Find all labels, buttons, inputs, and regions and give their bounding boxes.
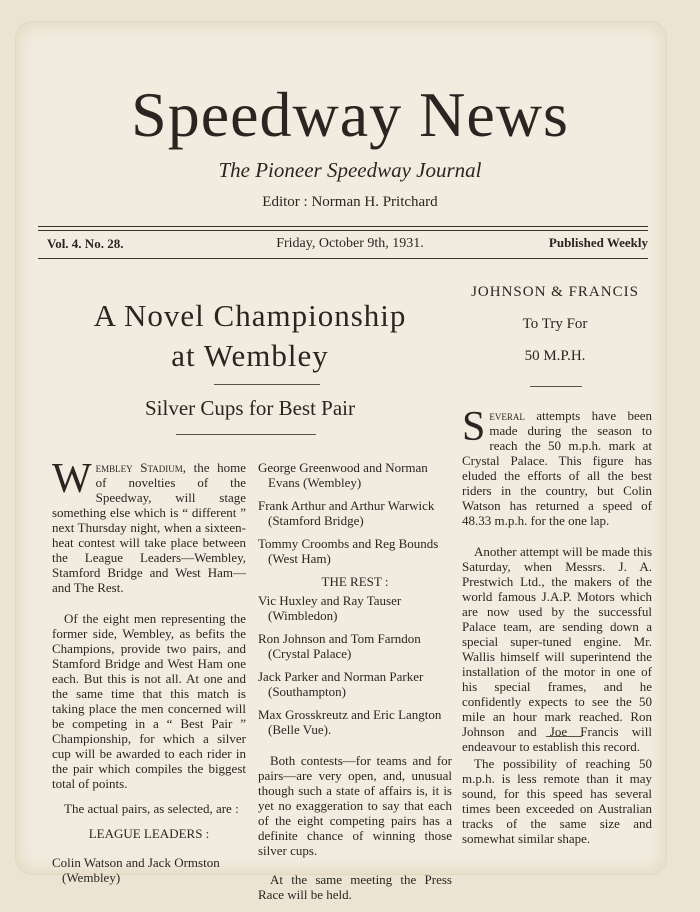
pair-entry: Tommy Croombs and Reg Bounds (West Ham) — [258, 536, 439, 566]
article-paragraph: At the same meeting the Press Race will be held. — [258, 872, 452, 902]
article-paragraph: Another attempt will be made this Saturday, when Messrs. J. A. Prestwich Ltd., the makers of the world famous J.A.P. Motors which are now used by the successful Palace team, are sending down a special super-tuned engine. Mr. Wallis himself will superintend the installation of the motor in one of his special frames, and he confidently expects to see the 50 mile an hour mark reached. Ron Johnson and Joe Francis will endeavour to establish this record. — [462, 544, 652, 754]
league-leaders-heading: LEAGUE LEADERS : — [88, 826, 210, 841]
headline-line-2: at Wembley — [171, 338, 329, 373]
top-rule-inner — [38, 230, 648, 231]
lead-words: everal — [489, 408, 525, 423]
main-article-column-2 — [258, 460, 452, 912]
pair-entry: Frank Arthur and Arthur Warwick (Stamford Bridge) — [258, 498, 435, 528]
masthead-title: Speedway News — [131, 79, 569, 150]
side-headline-line-1: JOHNSON & FRANCIS — [471, 284, 639, 300]
side-headline-line-2: To Try For — [522, 316, 588, 332]
main-article-column-1 — [52, 456, 246, 893]
side-article-column — [462, 404, 652, 764]
publication-frequency: Published Weekly — [548, 235, 648, 250]
main-headline — [40, 296, 460, 376]
issue-date: Friday, October 9th, 1931. — [276, 236, 424, 251]
article-paragraph: Both contests—for teams and for pairs—are very open, and, unusual though such a state of affairs is, it is yet no exaggeration to say that each of the eight competing pairs has a definite chance of winning those silver cups. — [258, 753, 452, 858]
article-paragraph: The actual pairs, as selected, are : — [64, 801, 239, 816]
main-subhead: Silver Cups for Best Pair — [145, 396, 355, 420]
top-rule — [38, 226, 648, 227]
subhead-divider — [176, 434, 316, 435]
article-paragraph — [462, 404, 652, 528]
paragraph-text: attempts have been made during the season to reach the 50 m.p.h. mark at Crystal Palace. This figure has eluded the efforts of all the best riders in the country, but Colin Watson has returned a speed of 48.33 m.p.h. for the one lap. — [462, 408, 652, 528]
the-rest-heading: THE REST : — [321, 574, 389, 589]
bottom-rule — [38, 258, 648, 259]
side-headline-divider — [530, 386, 582, 387]
pair-entry: Ron Johnson and Tom Farndon (Crystal Palace) — [258, 631, 421, 661]
headline-divider — [214, 384, 320, 385]
article-paragraph: Of the eight men representing the former side, Wembley, as befits the Champions, provide two pairs, and Stamford Bridge and West Ham one each. But this is not all. At one and the same time that this match is taking place the men concerned will be competing in a “ Best Pair ” Championship, for which a silver cup will be awarded to each rider in the pair which compiles the biggest total of points. — [52, 611, 246, 791]
drop-cap: S — [462, 404, 486, 450]
masthead-editor: Editor : Norman H. Pritchard — [262, 194, 438, 210]
masthead-subtitle: The Pioneer Speedway Journal — [218, 158, 482, 182]
side-article-divider — [546, 736, 582, 737]
pair-entry: Max Grosskreutz and Eric Langton (Belle Vue). — [258, 707, 442, 737]
lead-words: embley Stadium, — [95, 460, 187, 475]
pair-entry: Jack Parker and Norman Parker (Southampton) — [258, 669, 424, 699]
pair-entry: Vic Huxley and Ray Tauser (Wimbledon) — [258, 593, 402, 623]
article-paragraph: The possibility of reaching 50 m.p.h. is less remote than it may sound, for this speed has several times been exceeded on Australian tracks of the same size and somewhat similar shape. — [462, 756, 652, 846]
volume-number: Vol. 4. No. 28. — [47, 236, 124, 251]
pair-entry: George Greenwood and Norman Evans (Wembley) — [258, 460, 428, 490]
side-article-column-lower — [462, 756, 652, 856]
headline-line-1: A Novel Championship — [93, 298, 407, 333]
side-headline-line-3: 50 M.P.H. — [524, 348, 586, 364]
article-paragraph — [52, 456, 246, 595]
pair-entry: Colin Watson and Jack Ormston (Wembley) — [52, 855, 220, 885]
paragraph-text: the home of novelties of the Speedway, will stage something else which is “ different ” next Thursday night, when a sixteen-heat contest will take place between the League Leaders—Wembley, Stamford Bridge and West Ham—and The Rest. — [52, 460, 246, 595]
drop-cap: W — [52, 456, 92, 502]
